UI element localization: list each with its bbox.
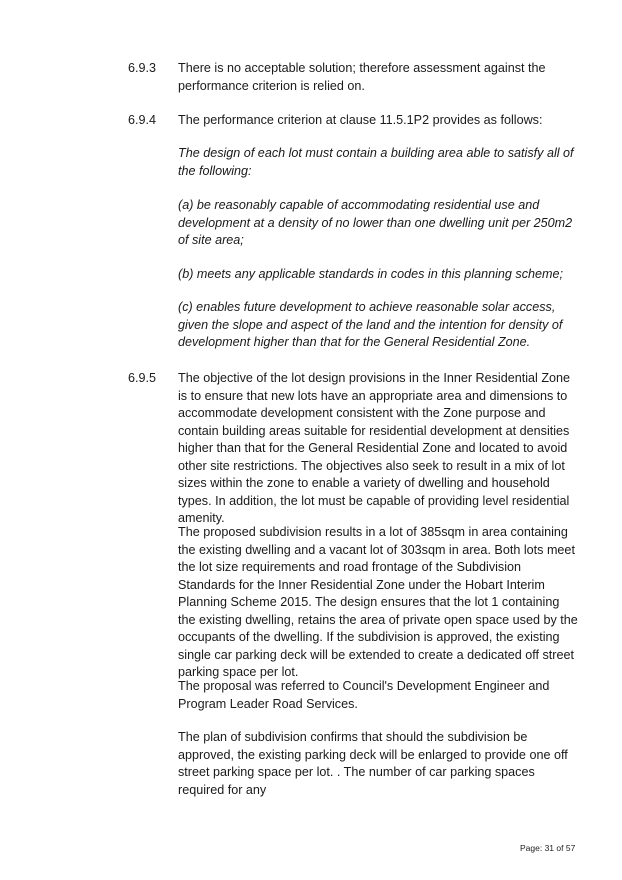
paragraph: There is no acceptable solution; therefore assessment against the performance criterion is relied on. <box>178 61 546 93</box>
section-number: 6.9.3 <box>128 61 157 75</box>
paragraph: The performance criterion at clause 11.5.1P2 provides as follows: <box>178 113 543 127</box>
paragraph: The objective of the lot design provisions in the Inner Residential Zone is to ensure that new lots have an appropriate area and dimensions to accommodate development consistent with the Zone purpose and contain building areas suitable for residential development at densities higher than that for the General Residential Zone and located to avoid other site restrictions. The objectives also seek to result in a mix of lot sizes within the zone to enable a variety of dwelling and household types. In addition, the lot must be capable of providing level residential amenity. <box>178 371 571 525</box>
paragraph: The proposal was referred to Council's Development Engineer and Program Leader Road Services. <box>178 679 550 711</box>
quoted-criterion-c: (c) enables future development to achieve reasonable solar access, given the slope and aspect of the land and the intention for density of development higher than that for the General Residential Zone. <box>178 300 563 349</box>
quoted-criterion-a: (a) be reasonably capable of accommodating residential use and development at a density of no lower than one dwelling unit per 250m2 of site area; <box>178 198 573 247</box>
page-number: Page: 31 of 57 <box>520 843 576 853</box>
section-number: 6.9.4 <box>128 113 157 127</box>
paragraph: The proposed subdivision results in a lot of 385sqm in area containing the existing dwelling and a vacant lot of 303sqm in area. Both lots meet the lot size requirements and road frontage of the Subdivision Standards for the Inner Residential Zone under the Hobart Interim Planning Scheme 2015. The design ensures that the lot 1 containing the existing dwelling, retains the area of private open space used by the occupants of the dwelling. If the subdivision is approved, the existing single car parking deck will be extended to create a dedicated off street parking space per lot. <box>178 525 578 679</box>
quoted-criterion-b: (b) meets any applicable standards in codes in this planning scheme; <box>178 267 564 281</box>
paragraph: The plan of subdivision confirms that should the subdivision be approved, the existing parking deck will be enlarged to provide one off street parking space per lot. . The number of car parking spaces required for any <box>178 730 568 797</box>
section-number: 6.9.5 <box>128 371 157 385</box>
quoted-criterion: The design of each lot must contain a building area able to satisfy all of the following: <box>178 146 574 178</box>
